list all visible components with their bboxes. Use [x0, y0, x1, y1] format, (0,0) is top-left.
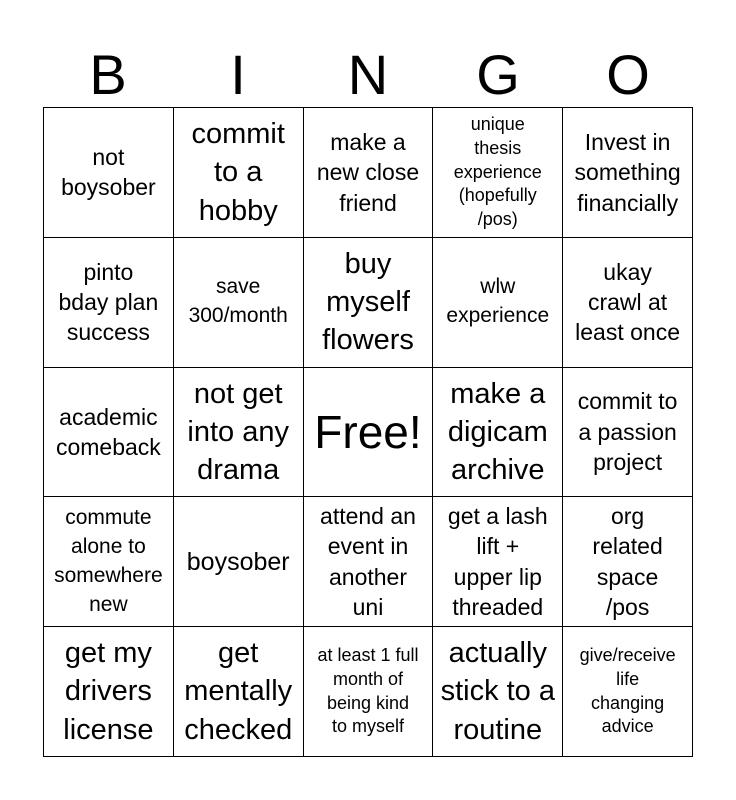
- cell-text: give/receive life changing advice: [579, 645, 676, 737]
- cell-text: not boysober: [61, 144, 156, 201]
- cell-text: boysober: [186, 547, 290, 576]
- bingo-cell[interactable]: [174, 627, 304, 757]
- header-letter-i: I: [230, 43, 246, 106]
- cell-text: at least 1 full month of being kind to myself: [317, 645, 419, 737]
- bingo-cell[interactable]: [44, 238, 174, 368]
- bingo-header: [43, 44, 693, 106]
- cell-text: Invest in something financially: [574, 128, 681, 216]
- cell-text: get mentally checked: [184, 637, 293, 746]
- cell-text: make a digicam archive: [447, 377, 548, 487]
- header-letter-o: O: [606, 43, 650, 106]
- bingo-cell[interactable]: [174, 108, 304, 238]
- cell-text: academic comeback: [55, 403, 161, 460]
- header-letter-g: G: [476, 43, 520, 106]
- bingo-cell[interactable]: [433, 497, 563, 627]
- cell-text: actually stick to a routine: [440, 637, 555, 746]
- bingo-board: [43, 107, 693, 757]
- cell-text: pinto bday plan success: [58, 258, 159, 346]
- cell-text: get a lash lift + upper lip threaded: [447, 503, 548, 621]
- bingo-cell[interactable]: [174, 368, 304, 498]
- cell-text: commute alone to somewhere new: [54, 506, 163, 616]
- header-letter-b: B: [89, 43, 127, 106]
- cell-text: not get into any drama: [187, 377, 289, 487]
- bingo-cell[interactable]: [563, 368, 693, 498]
- free-space-text: Free!: [314, 405, 422, 458]
- bingo-cell[interactable]: [44, 627, 174, 757]
- cell-text: save 300/month: [188, 275, 288, 328]
- bingo-cell[interactable]: [44, 497, 174, 627]
- bingo-cell[interactable]: [304, 238, 434, 368]
- cell-text: unique thesis experience (hopefully /pos): [453, 114, 542, 230]
- bingo-cell[interactable]: [563, 238, 693, 368]
- bingo-cell[interactable]: [44, 108, 174, 238]
- bingo-cell[interactable]: [304, 108, 434, 238]
- cell-text: commit to a passion project: [577, 388, 678, 476]
- cell-text: ukay crawl at least once: [575, 258, 681, 346]
- bingo-cell[interactable]: [563, 108, 693, 238]
- bingo-cell[interactable]: [304, 497, 434, 627]
- cell-text: buy myself flowers: [322, 247, 414, 357]
- bingo-cell[interactable]: [563, 497, 693, 627]
- cell-text: wlw experience: [446, 275, 550, 328]
- bingo-cell[interactable]: [563, 627, 693, 757]
- cell-text: get my drivers license: [63, 637, 154, 746]
- bingo-cell[interactable]: [174, 238, 304, 368]
- cell-text: make a new close friend: [316, 128, 420, 216]
- cell-text: attend an event in another uni: [320, 503, 416, 621]
- cell-text: org related space /pos: [592, 503, 663, 621]
- free-space-cell[interactable]: [304, 368, 434, 498]
- bingo-cell[interactable]: [433, 627, 563, 757]
- cell-text: commit to a hobby: [191, 118, 285, 227]
- bingo-cell[interactable]: [433, 238, 563, 368]
- bingo-cell[interactable]: [174, 497, 304, 627]
- bingo-cell[interactable]: [44, 368, 174, 498]
- header-letter-n: N: [347, 43, 389, 106]
- bingo-cell[interactable]: [433, 108, 563, 238]
- bingo-cell[interactable]: [433, 368, 563, 498]
- bingo-cell[interactable]: [304, 627, 434, 757]
